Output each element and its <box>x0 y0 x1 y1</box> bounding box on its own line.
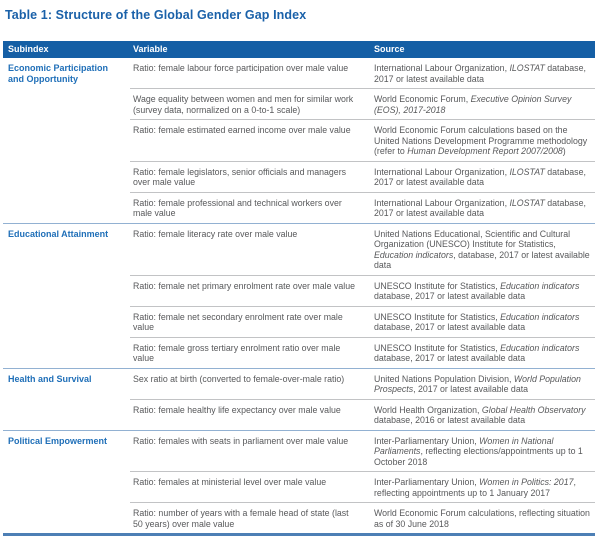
source-text: database, 2017 or latest available data <box>374 166 586 187</box>
source-text-italic: ILOSTAT <box>509 63 545 73</box>
section-health-survival <box>3 368 595 430</box>
source-text: Inter-Parliamentary Union, <box>374 435 480 446</box>
source-text: International Labour Organization, <box>374 63 510 73</box>
source-text: World Economic Forum, <box>374 94 471 104</box>
table-row <box>130 471 595 502</box>
source-cell <box>372 58 595 88</box>
variable-cell: Sex ratio at birth (converted to female-over-male ratio) <box>133 373 345 384</box>
source-text-italic: Executive Opinion Survey (EOS), 2017-2018 <box>374 94 572 115</box>
source-text: World Economic Forum calculations, reflecting situation as of 30 June 2018 <box>374 508 590 529</box>
source-text: World Economic Forum calculations based on the United Nations Development Programme methodology (refer to <box>374 125 588 156</box>
variable-cell: Ratio: female healthy life expectancy over male value <box>133 404 341 415</box>
source-text: United Nations Population Division, <box>374 373 514 384</box>
source-text: Inter-Parliamentary Union, <box>374 477 480 487</box>
source-cell <box>372 120 595 161</box>
header-cell-subindex: Subindex <box>8 44 49 55</box>
source-cell <box>372 89 595 119</box>
table-row <box>130 399 595 430</box>
table-row <box>130 192 595 223</box>
source-text: , reflecting appointments up to 1 January 2017 <box>374 477 576 498</box>
table-title: Table 1: Structure of the Global Gender Gap Index <box>5 8 307 22</box>
section-rows <box>130 224 595 368</box>
table-row <box>130 502 595 533</box>
table-row <box>130 224 595 275</box>
source-text-italic: Education indicators <box>374 249 454 260</box>
table-row <box>130 88 595 119</box>
source-text: database, 2016 or latest available data <box>374 415 526 425</box>
source-cell <box>372 472 595 502</box>
source-text: database, 2017 or latest available data <box>374 291 526 301</box>
variable-cell: Ratio: number of years with a female head of state (last 50 years) over male value <box>133 508 349 529</box>
table-header-row <box>3 41 595 58</box>
source-text: , reflecting elections/appointments up to 1 October 2018 <box>374 446 583 467</box>
subindex-label: Health and Survival <box>8 373 92 384</box>
table-row <box>130 337 595 368</box>
section-rows <box>130 58 595 223</box>
gender-gap-table <box>3 41 595 536</box>
subindex-label: Economic Participation and Opportunity <box>8 63 109 84</box>
source-text: database, 2017 or latest available data <box>374 353 526 363</box>
source-text-italic: World Population Prospects <box>374 373 581 394</box>
source-text-italic: ILOSTAT <box>509 166 545 177</box>
source-text: UNESCO Institute for Statistics, <box>374 342 501 353</box>
source-text: , 2017 or latest available data <box>413 384 529 394</box>
table-row <box>130 58 595 88</box>
source-text: UNESCO Institute for Statistics, <box>374 280 501 291</box>
source-text: database, 2017 or latest available data <box>374 63 586 84</box>
source-cell <box>372 369 595 399</box>
table-row <box>130 119 595 161</box>
subindex-label: Educational Attainment <box>8 228 109 239</box>
source-text-italic: Human Development Report 2007/2008 <box>407 146 563 156</box>
source-text: , database, 2017 or latest available data <box>374 249 590 270</box>
source-text-italic: Global Health Observatory <box>481 404 586 415</box>
table-row <box>130 306 595 337</box>
source-cell <box>372 276 595 306</box>
source-text: ) <box>562 146 566 156</box>
source-cell <box>372 193 595 223</box>
source-text-italic: Education indicators <box>500 311 580 322</box>
source-text: database, 2017 or latest available data <box>374 197 586 218</box>
source-text-italic: ILOSTAT <box>509 197 545 208</box>
section-rows <box>130 369 595 430</box>
variable-cell: Ratio: female net primary enrolment rate over male value <box>133 280 355 291</box>
source-cell <box>372 162 595 192</box>
source-cell <box>372 338 595 368</box>
variable-cell: Wage equality between women and men for similar work (survey data, normalized on a 0-to-1 scale) <box>133 94 354 115</box>
source-text: database, 2017 or latest available data <box>374 322 526 332</box>
variable-cell: Ratio: female gross tertiary enrolment ratio over male value <box>133 342 341 363</box>
source-text: UNESCO Institute for Statistics, <box>374 311 501 322</box>
source-text: World Health Organization, <box>374 404 482 415</box>
source-cell <box>372 503 595 533</box>
source-text: International Labour Organization, <box>374 166 510 177</box>
source-text: United Nations Educational, Scientific and Cultural Organization (UNESCO) Institute for Statistics, <box>374 228 571 249</box>
variable-cell: Ratio: female estimated earned income over male value <box>133 125 351 135</box>
subindex-label: Political Empowerment <box>8 435 108 446</box>
source-text-italic: Education indicators <box>500 280 580 291</box>
header-cell-variable: Variable <box>133 44 168 55</box>
section-economic-participation <box>3 58 595 223</box>
table-row <box>130 369 595 399</box>
table-row <box>130 161 595 192</box>
section-political-empowerment <box>3 430 595 534</box>
source-text: International Labour Organization, <box>374 197 510 208</box>
source-cell <box>372 307 595 337</box>
source-text-italic: Women in Politics: 2017 <box>479 477 574 487</box>
table-row <box>130 431 595 472</box>
table-row <box>130 275 595 306</box>
source-cell <box>372 224 595 275</box>
source-cell <box>372 431 595 472</box>
section-rows <box>130 431 595 534</box>
variable-cell: Ratio: female net secondary enrolment rate over male value <box>133 311 343 332</box>
header-cell-source: Source <box>374 44 405 55</box>
variable-cell: Ratio: female literacy rate over male value <box>133 228 298 239</box>
section-educational-attainment <box>3 223 595 368</box>
source-cell <box>372 400 595 430</box>
source-text-italic: Education indicators <box>500 342 580 353</box>
variable-cell: Ratio: females at ministerial level over male value <box>133 477 327 487</box>
variable-cell: Ratio: females with seats in parliament over male value <box>133 435 349 446</box>
variable-cell: Ratio: female labour force participation over male value <box>133 63 349 73</box>
source-text-italic: Women in National Parliaments <box>374 435 554 456</box>
variable-cell: Ratio: female legislators, senior officials and managers over male value <box>133 166 347 187</box>
variable-cell: Ratio: female professional and technical workers over male value <box>133 197 342 218</box>
